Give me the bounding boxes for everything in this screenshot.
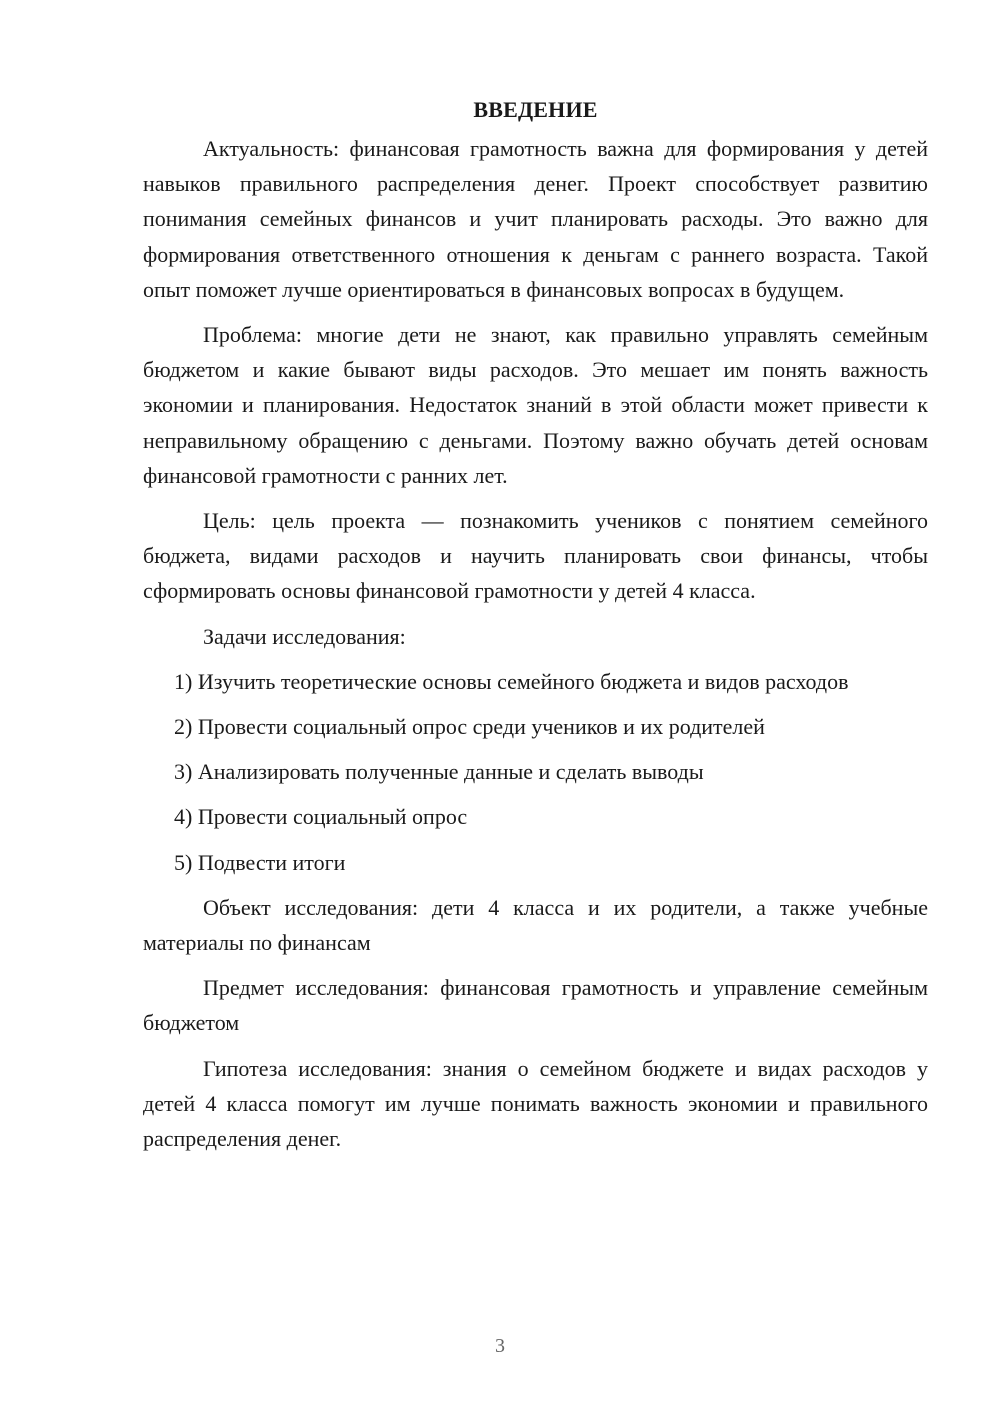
page-number: 3	[495, 1335, 505, 1357]
hypothesis-paragraph: Гипотеза исследования: знания о семейном бюджете и видах расходов у детей 4 класса помогут им лучше понимать важность экономии и правильного распределения денег.	[143, 1055, 928, 1152]
relevance-paragraph: Актуальность: финансовая грамотность важна для формирования у детей навыков правильного распределения денег. Проект способствует развитию понимания семейных финансов и учит планировать расходы. Это важно для формирования ответственного отношения к деньгам с раннего возраста. Такой опыт поможет лучше ориентироваться в финансовых вопросах в будущем.	[143, 136, 928, 302]
goal-paragraph: Цель: цель проекта — познакомить учеников с понятием семейного бюджета, видами расходов и научить планировать свои финансы, чтобы сформировать основы финансовой грамотности у детей 4 класса.	[143, 508, 928, 604]
task-item-4: 4) Провести социальный опрос	[174, 804, 468, 830]
task-item-5: 5) Подвести итоги	[174, 849, 346, 875]
task-item-3: 3) Анализировать полученные данные и сделать выводы	[174, 759, 704, 785]
task-item-1: 1) Изучить теоретические основы семейного бюджета и видов расходов	[174, 668, 849, 694]
tasks-heading: Задачи исследования:	[203, 623, 406, 649]
problem-paragraph: Проблема: многие дети не знают, как правильно управлять семейным бюджетом и какие бывают виды расходов. Это мешает им понять важность экономии и планирования. Недостаток знаний в этой области может привести к неправильному обращению с деньгами. Поэтому важно обучать детей основам финансовой грамотности с ранних лет.	[143, 322, 928, 488]
subject-paragraph: Предмет исследования: финансовая грамотность и управление семейным бюджетом	[143, 975, 928, 1036]
document-page	[143, 92, 928, 1166]
object-paragraph: Объект исследования: дети 4 класса и их родители, а также учебные материалы по финансам	[143, 894, 928, 956]
page-title: ВВЕДЕНИЕ	[473, 97, 598, 122]
task-item-2: 2) Провести социальный опрос среди учеников и их родителей	[174, 714, 765, 740]
